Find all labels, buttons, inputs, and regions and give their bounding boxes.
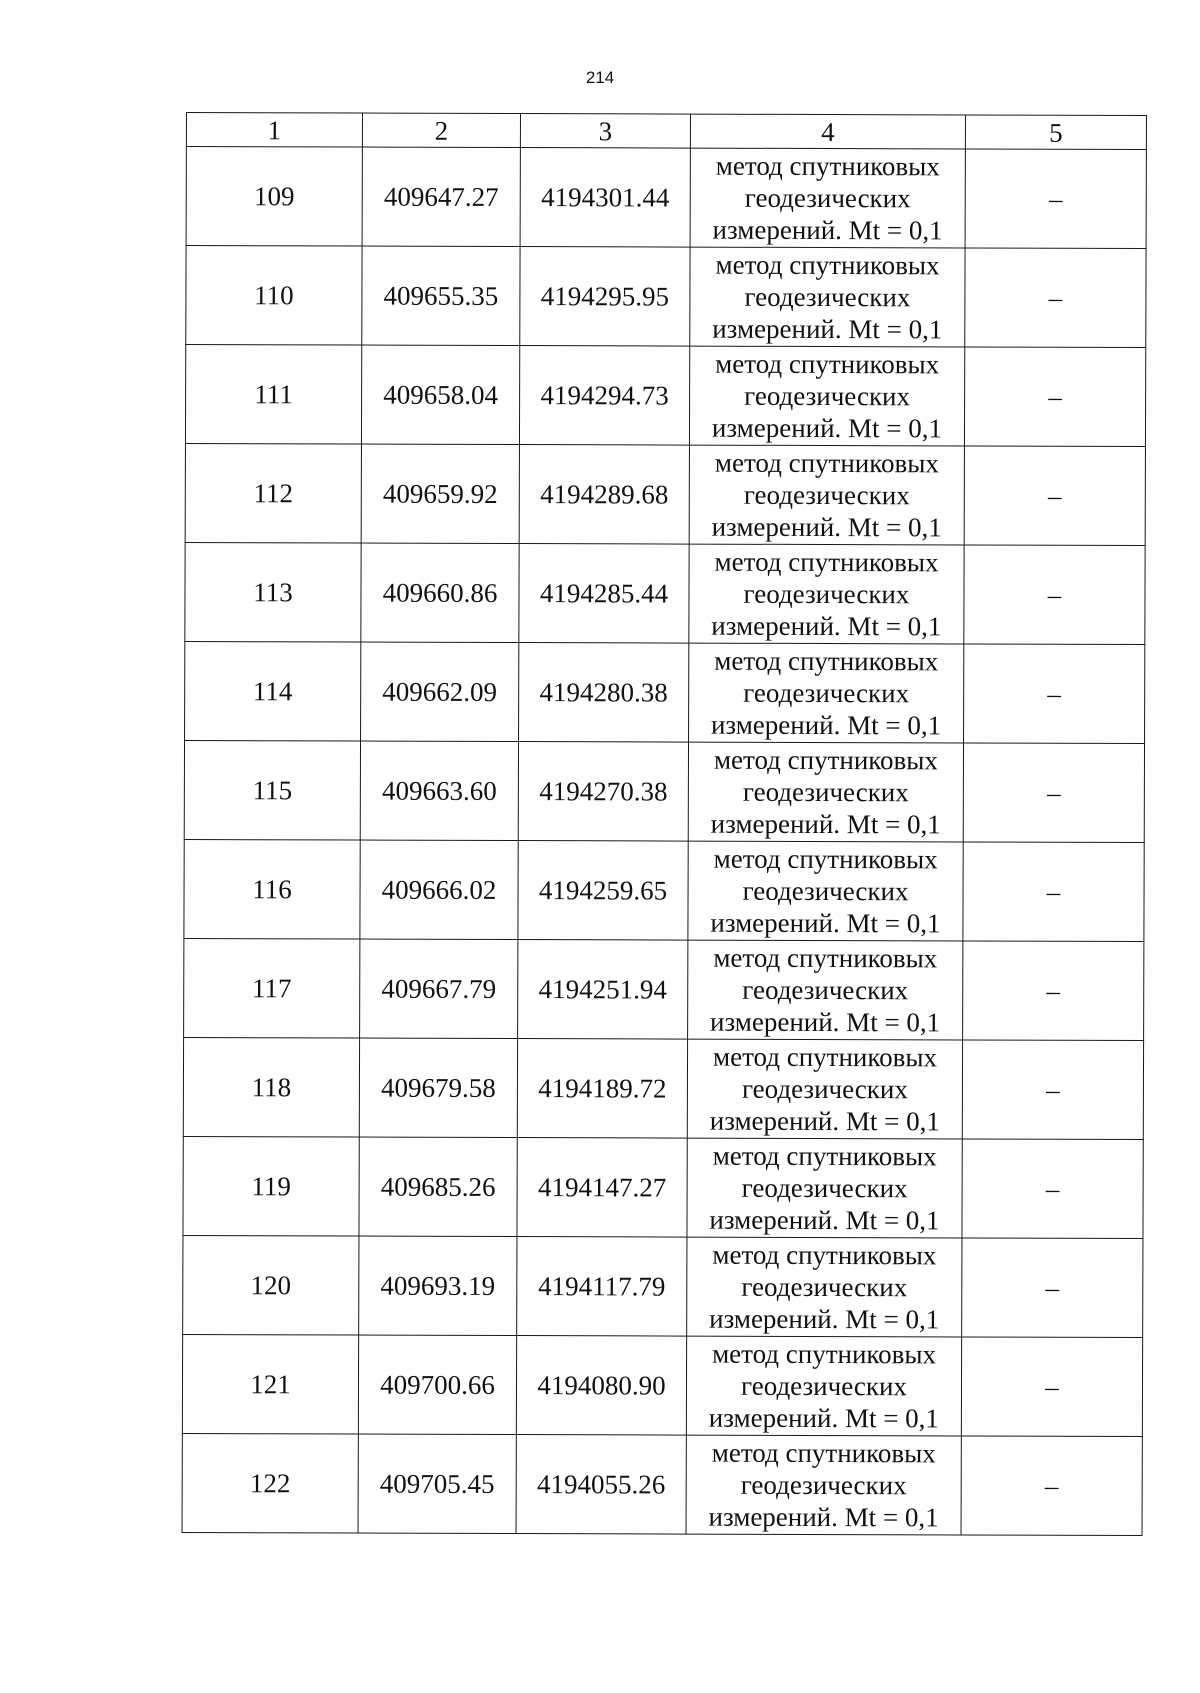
method-cell (689, 346, 964, 446)
y-coordinate-cell: 4194259.65 (518, 841, 688, 941)
note-cell: – (964, 347, 1145, 447)
method-text-line-2: геодезических (742, 776, 909, 808)
method-text-line-2: геодезических (743, 578, 910, 610)
page-number: 214 (585, 68, 615, 87)
note-cell: – (962, 1139, 1143, 1239)
point-number-cell: 109 (186, 147, 362, 247)
method-cell (690, 148, 965, 248)
method-text-line-1: метод спутниковых (715, 348, 940, 380)
method-text-line-2: геодезических (741, 1370, 907, 1402)
note-cell: – (962, 1040, 1143, 1140)
note-cell: – (964, 446, 1145, 546)
table-row (185, 443, 1145, 545)
table-row (185, 542, 1145, 644)
table-row (182, 1433, 1142, 1535)
method-cell (686, 1336, 961, 1436)
x-coordinate-cell: 409693.19 (359, 1236, 517, 1335)
point-number-cell: 113 (185, 542, 361, 642)
y-coordinate-cell: 4194294.73 (519, 346, 689, 446)
column-header-3: 3 (520, 114, 690, 149)
column-header-1: 1 (186, 113, 362, 148)
table-row (184, 938, 1144, 1040)
method-text-line-3: измерений. Mt = 0,1 (711, 412, 943, 444)
point-number-cell: 121 (182, 1334, 358, 1434)
column-header-2: 2 (362, 113, 520, 147)
y-coordinate-cell: 4194080.90 (516, 1336, 686, 1436)
x-coordinate-cell: 409659.92 (361, 444, 519, 543)
method-text-line-3: измерений. Mt = 0,1 (710, 808, 941, 840)
point-number-cell: 122 (182, 1433, 358, 1533)
coordinates-table (182, 112, 1147, 1536)
method-text-line-2: геодезических (741, 1073, 908, 1105)
table-row (183, 1037, 1143, 1139)
method-text-line-3: измерений. Mt = 0,1 (710, 1006, 941, 1038)
point-number-cell: 119 (183, 1136, 359, 1236)
note-cell: – (965, 248, 1146, 348)
y-coordinate-cell: 4194280.38 (519, 643, 689, 743)
method-cell (687, 1138, 962, 1238)
x-coordinate-cell: 409663.60 (360, 741, 518, 840)
method-text-line-1: метод спутниковых (714, 447, 939, 479)
method-cell (689, 643, 964, 743)
point-number-cell: 118 (183, 1037, 359, 1137)
method-text-line-2: геодезических (742, 974, 909, 1006)
method-text-line-3: измерений. Mt = 0,1 (708, 1402, 940, 1434)
method-cell (688, 940, 963, 1040)
method-text-line-1: метод спутниковых (714, 546, 939, 578)
method-cell (689, 544, 964, 644)
method-cell (688, 841, 963, 941)
method-text-line-3: измерений. Mt = 0,1 (709, 1303, 940, 1335)
method-cell (686, 1435, 961, 1535)
method-text-line-2: геодезических (744, 182, 911, 214)
method-text-line-3: измерений. Mt = 0,1 (708, 1501, 939, 1533)
point-number-cell: 111 (185, 345, 361, 445)
note-cell: – (961, 1436, 1142, 1536)
method-text-line-1: метод спутниковых (713, 843, 938, 875)
method-cell (687, 1039, 962, 1139)
x-coordinate-cell: 409700.66 (358, 1335, 516, 1434)
y-coordinate-cell: 4194295.95 (520, 247, 690, 347)
x-coordinate-cell: 409647.27 (362, 147, 520, 246)
method-text-line-2: геодезических (743, 479, 910, 511)
method-text-line-2: геодезических (743, 677, 910, 709)
method-text-line-1: метод спутниковых (712, 1041, 938, 1073)
table-row (182, 1334, 1142, 1436)
point-number-cell: 115 (184, 740, 360, 840)
table-row (184, 839, 1144, 941)
method-text-line-1: метод спутниковых (714, 645, 939, 677)
y-coordinate-cell: 4194055.26 (516, 1435, 686, 1535)
table-row (185, 641, 1145, 743)
method-text-line-2: геодезических (742, 875, 909, 907)
column-header-5: 5 (965, 115, 1146, 150)
method-text-line-2: геодезических (744, 281, 911, 313)
method-text-line-2: геодезических (744, 380, 911, 412)
method-cell (687, 1237, 962, 1337)
note-cell: – (961, 1337, 1142, 1437)
method-text-line-3: измерений. Mt = 0,1 (711, 610, 942, 642)
y-coordinate-cell: 4194251.94 (518, 940, 688, 1040)
table-body (182, 147, 1146, 1536)
table-row (183, 1235, 1143, 1337)
method-text-line-3: измерений. Mt = 0,1 (711, 511, 942, 543)
point-number-cell: 117 (184, 938, 360, 1038)
note-cell: – (964, 545, 1145, 645)
method-text-line-3: измерений. Mt = 0,1 (710, 709, 942, 741)
x-coordinate-cell: 409667.79 (360, 939, 518, 1038)
point-number-cell: 116 (184, 839, 360, 939)
note-cell: – (964, 644, 1145, 744)
table-row (184, 740, 1144, 842)
method-text-line-1: метод спутниковых (715, 150, 940, 182)
point-number-cell: 114 (185, 641, 361, 741)
method-cell (689, 445, 964, 545)
table-header-row (186, 113, 1146, 150)
x-coordinate-cell: 409660.86 (361, 543, 519, 642)
method-cell (690, 247, 965, 347)
note-cell: – (963, 743, 1144, 843)
x-coordinate-cell: 409658.04 (361, 345, 519, 444)
point-number-cell: 110 (186, 246, 362, 346)
point-number-cell: 120 (183, 1235, 359, 1335)
note-cell: – (965, 149, 1146, 249)
x-coordinate-cell: 409666.02 (360, 840, 518, 939)
note-cell: – (962, 1238, 1143, 1338)
method-text-line-1: метод спутниковых (713, 744, 939, 776)
table-row (186, 147, 1146, 249)
x-coordinate-cell: 409679.58 (359, 1038, 517, 1137)
method-text-line-2: геодезических (740, 1469, 907, 1501)
y-coordinate-cell: 4194301.44 (520, 148, 690, 248)
column-header-4: 4 (690, 114, 965, 149)
x-coordinate-cell: 409662.09 (361, 642, 519, 741)
y-coordinate-cell: 4194189.72 (517, 1039, 687, 1139)
method-text-line-3: измерений. Mt = 0,1 (710, 907, 941, 939)
note-cell: – (963, 842, 1144, 942)
method-text-line-3: измерений. Mt = 0,1 (712, 214, 943, 246)
method-text-line-1: метод спутниковых (712, 1239, 937, 1271)
x-coordinate-cell: 409685.26 (359, 1137, 517, 1236)
table-row (183, 1136, 1143, 1238)
method-text-line-1: метод спутниковых (711, 1437, 936, 1469)
table-row (185, 345, 1145, 447)
y-coordinate-cell: 4194285.44 (519, 544, 689, 644)
x-coordinate-cell: 409655.35 (362, 246, 520, 345)
method-text-line-2: геодезических (741, 1172, 908, 1204)
point-number-cell: 112 (185, 443, 361, 543)
y-coordinate-cell: 4194270.38 (518, 742, 688, 842)
x-coordinate-cell: 409705.45 (358, 1434, 516, 1533)
method-text-line-3: измерений. Mt = 0,1 (712, 313, 943, 345)
note-cell: – (963, 941, 1144, 1041)
y-coordinate-cell: 4194117.79 (517, 1237, 687, 1337)
method-text-line-1: метод спутниковых (713, 942, 938, 974)
method-text-line-1: метод спутниковых (712, 1140, 937, 1172)
y-coordinate-cell: 4194147.27 (517, 1138, 687, 1238)
method-text-line-3: измерений. Mt = 0,1 (709, 1105, 940, 1137)
method-text-line-1: метод спутниковых (712, 1338, 937, 1370)
method-text-line-1: метод спутниковых (715, 249, 940, 281)
method-cell (688, 742, 963, 842)
method-text-line-3: измерений. Mt = 0,1 (709, 1204, 940, 1236)
y-coordinate-cell: 4194289.68 (519, 445, 689, 545)
table-row (186, 246, 1146, 348)
method-text-line-2: геодезических (741, 1271, 908, 1303)
